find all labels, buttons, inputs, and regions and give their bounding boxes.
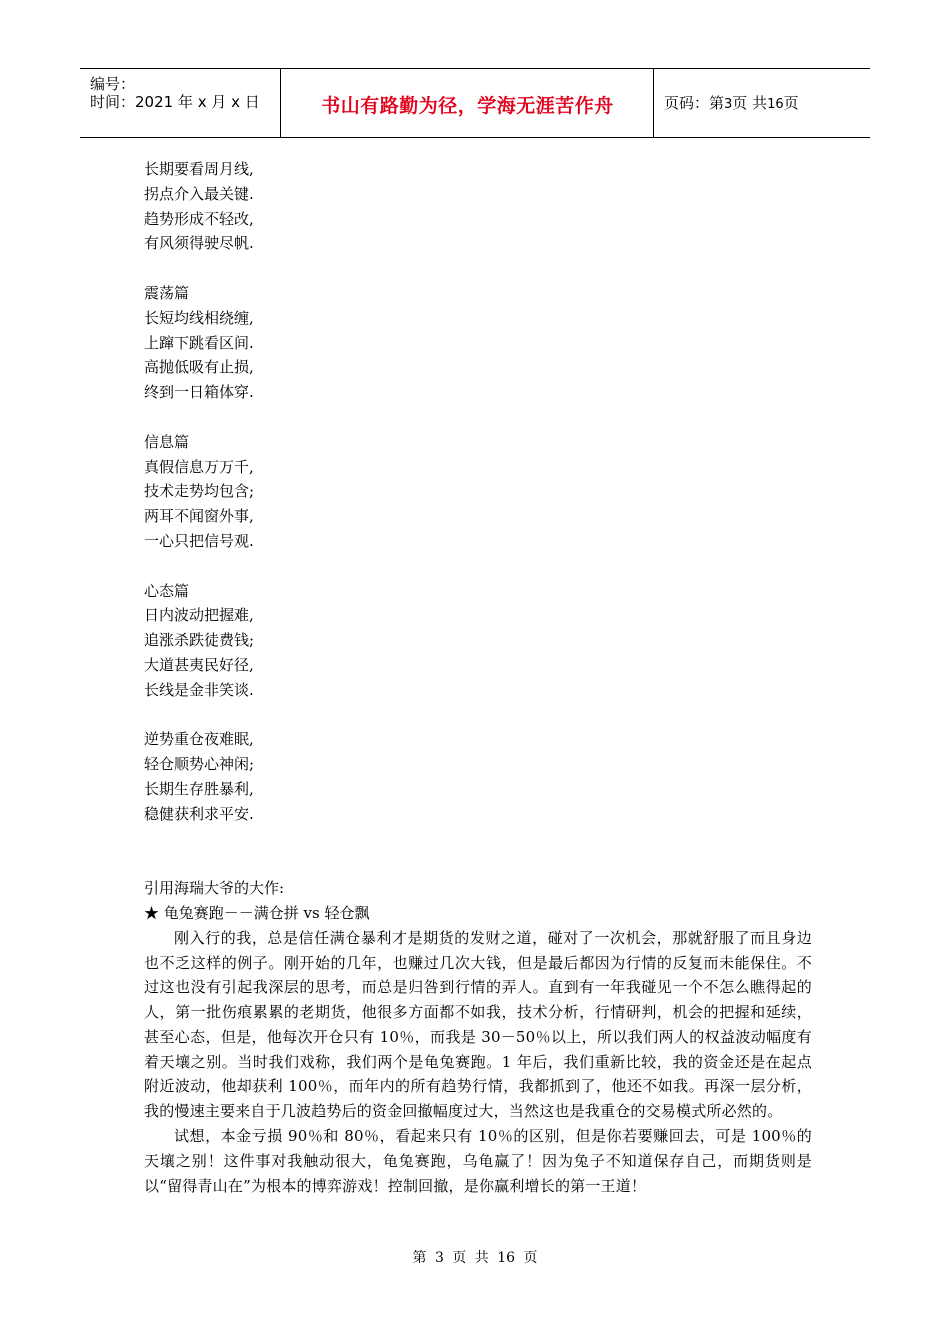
- header-page-indicator: [664, 92, 799, 113]
- page-suffix: 页: [783, 94, 799, 112]
- article-paragraph: 试想，本金亏损 90％和 80％，看起来只有 10％的区别，但是你若要赚回去，可是 100％的天壤之别！这件事对我触动很大，龟兔赛跑，乌龟赢了！因为兔子不知道保存自己，而期货则是以“留得青山在”为根本的博弈游戏！控制回撤，是你赢利增长的第一王道！: [144, 1127, 812, 1195]
- poem-line: 上蹿下跳看区间.: [144, 333, 254, 352]
- poem-line: 信息篇: [144, 432, 190, 451]
- poem-line: 追涨杀跌徒费钱;: [144, 631, 255, 650]
- poem-line: 有风须得驶尽帆.: [144, 234, 254, 253]
- header-motto-cell: [281, 69, 654, 137]
- poem-line: 终到一日箱体穿.: [144, 383, 254, 402]
- page-prefix: 页码：第: [664, 94, 725, 112]
- article-paragraph: 刚入行的我，总是信任满仓暴利才是期货的发财之道，碰对了一次机会，那就舒服了而且身边也不乏这样的例子。刚开始的几年，也赚过几次大钱，但是最后都因为行情的反复而未能保住。不过这也没有引起我深层的思考，而总是归咎到行情的弄人。直到有一年我碰见一个不怎么瞧得起的人，第一批伤痕累累的老期货，他很多方面都不如我，技术分析，行情研判，机会的把握和延续，甚至心态，但是，他每次开仓只有 10％，而我是 30－50％以上，所以我们两人的权益波动幅度有着天壤之别。当时我们戏称，我们两个是龟兔赛跑。1 年后，我们重新比较，我的资金还是在起点附近波动，他却获利 100％，而年内的所有趋势行情，我都抓到了，他还不如我。再深一层分析，我的慢速主要来自于几波趋势后的资金回撤幅度过大，当然这也是我重仓的交易模式所必然的。: [144, 928, 812, 1121]
- poem-section: [144, 157, 812, 827]
- poem-line: 稳健获利求平安.: [144, 804, 254, 823]
- poem-line: 长期生存胜暴利,: [144, 779, 254, 798]
- page-header: [80, 68, 870, 138]
- poem-line: 趋势形成不轻改,: [144, 209, 254, 228]
- article-intro: 引用海瑞大爷的大作:: [144, 879, 285, 898]
- poem-line: 技术走势均包含;: [144, 482, 255, 501]
- page-total: 16: [767, 97, 784, 112]
- number-label: 编号：: [90, 75, 136, 93]
- poem-line: 轻仓顺势心神闲;: [144, 755, 255, 774]
- poem-line: 两耳不闻窗外事,: [144, 507, 254, 526]
- poem-line: 高抛低吸有止损,: [144, 358, 254, 377]
- poem-line: 逆势重仓夜难眠,: [144, 730, 254, 749]
- poem-line: 大道甚夷民好径,: [144, 655, 254, 674]
- poem-stanza: [144, 281, 812, 405]
- poem-line: 心态篇: [144, 581, 190, 600]
- date-label: 时间：2021 年 x 月 x 日: [90, 93, 260, 111]
- poem-line: 拐点介入最关键.: [144, 184, 254, 203]
- poem-line: 震荡篇: [144, 283, 190, 302]
- page-footer: 第 3 页 共 16 页: [412, 1250, 538, 1266]
- poem-stanza: [144, 430, 812, 554]
- document-body: [144, 157, 812, 1198]
- header-meta-cell: [80, 69, 281, 137]
- header-page-cell: [654, 69, 870, 137]
- header-motto: 书山有路勤为径，学海无涯苦作舟: [321, 95, 614, 117]
- section-gap: [144, 851, 812, 876]
- poem-line: 长短均线相绕缠,: [144, 308, 254, 327]
- page-number: 3: [724, 97, 733, 112]
- poem-line: 长线是金非笑谈.: [144, 680, 254, 699]
- poem-line: 日内波动把握难,: [144, 606, 254, 625]
- poem-line: 一心只把信号观.: [144, 531, 254, 550]
- poem-stanza: [144, 157, 812, 256]
- poem-line: 真假信息万万千,: [144, 457, 254, 476]
- poem-stanza: [144, 727, 812, 826]
- poem-stanza: [144, 579, 812, 703]
- poem-line: 长期要看周月线,: [144, 160, 254, 178]
- page-mid: 页 共: [732, 94, 768, 112]
- article-title: ★ 龟兔赛跑－－满仓拼 vs 轻仓飘: [144, 903, 370, 922]
